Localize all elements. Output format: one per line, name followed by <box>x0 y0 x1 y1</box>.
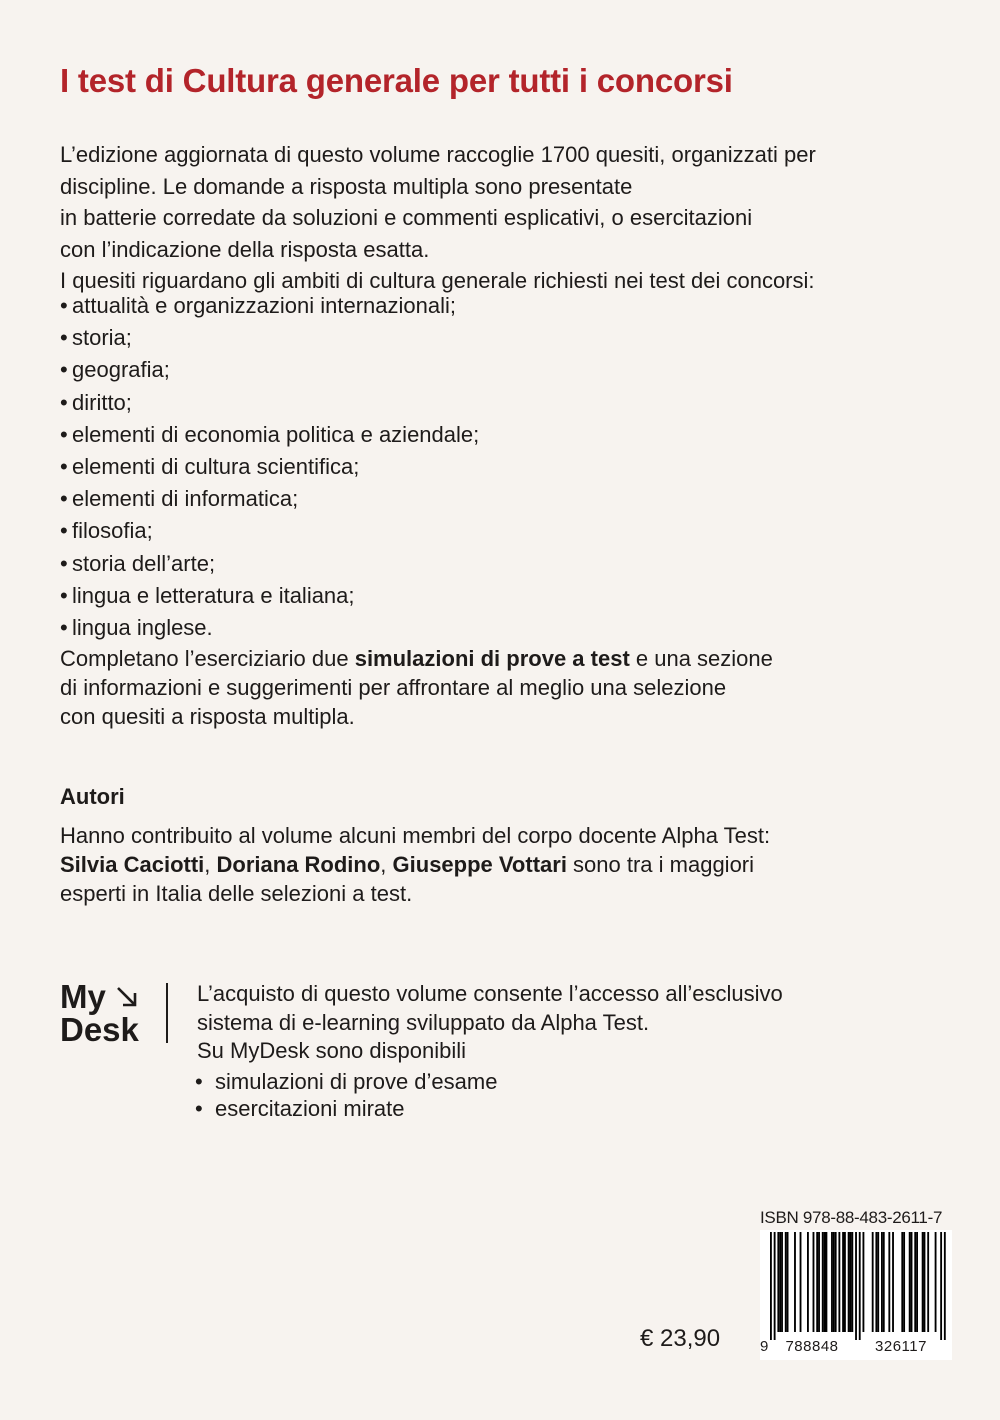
barcode-bar <box>883 1232 885 1332</box>
barcode-left-group: 788848 <box>785 1338 839 1355</box>
list-item: • simulazioni di prove d’esame <box>195 1069 498 1094</box>
mydesk-line: sistema di e-learning sviluppato da Alpha Test. <box>197 1009 650 1035</box>
barcode-bar <box>787 1232 789 1332</box>
intro-line: con l’indicazione della risposta esatta. <box>60 236 430 262</box>
barcode-bar <box>816 1232 818 1332</box>
barcode-bar <box>794 1232 796 1332</box>
list-item: • storia dell’arte; <box>60 548 479 580</box>
mydesk-features-list <box>195 1068 497 1122</box>
barcode-bars <box>760 1230 952 1340</box>
bullet-icon: • <box>195 1069 203 1094</box>
list-item: • elementi di cultura scientifica; <box>60 451 479 483</box>
bullet-icon: • <box>60 421 68 447</box>
authors-heading: Autori <box>60 784 125 809</box>
barcode-bar <box>848 1232 850 1332</box>
bullet-icon: • <box>60 518 68 544</box>
author-name: Silvia Caciotti <box>60 852 205 877</box>
barcode-bar <box>935 1232 937 1332</box>
barcode-bar <box>833 1232 835 1332</box>
barcode-bar <box>850 1232 852 1332</box>
barcode-bar <box>916 1232 918 1332</box>
list-item: • geografia; <box>60 354 479 386</box>
barcode-bar <box>888 1232 890 1332</box>
list-item: • esercitazioni mirate <box>195 1096 405 1121</box>
barcode-bar <box>922 1232 924 1332</box>
barcode-bar <box>940 1232 942 1340</box>
mydesk-divider <box>166 983 168 1043</box>
barcode-bar <box>835 1232 837 1332</box>
barcode-bar <box>770 1232 772 1340</box>
bullet-icon: • <box>195 1096 203 1121</box>
list-item: • diritto; <box>60 387 479 419</box>
bullet-icon: • <box>60 550 68 576</box>
intro-line: in batterie corredate da soluzioni e commenti esplicativi, o esercitazioni <box>60 205 753 231</box>
barcode-bar <box>800 1232 802 1332</box>
barcode <box>760 1230 952 1360</box>
authors-paragraph <box>60 821 770 908</box>
bullet-icon: • <box>60 582 68 608</box>
list-item: • attualità e organizzazioni internazionali; <box>60 290 479 322</box>
barcode-bar <box>774 1232 776 1340</box>
barcode-bar <box>851 1232 853 1332</box>
arrow-down-right-icon <box>114 984 140 1010</box>
barcode-bar <box>944 1232 946 1340</box>
barcode-bar <box>785 1232 787 1332</box>
intro-line: discipline. Le domande a risposta multipla sono presentate <box>60 173 633 199</box>
barcode-bar <box>779 1232 781 1332</box>
barcode-bar <box>777 1232 779 1332</box>
closing-line: con quesiti a risposta multipla. <box>60 704 355 729</box>
author-name: Giuseppe Vottari <box>392 852 567 877</box>
barcode-bar <box>818 1232 820 1332</box>
barcode-bar <box>892 1232 894 1332</box>
barcode-bar <box>813 1232 815 1332</box>
barcode-bar <box>807 1232 809 1332</box>
isbn-label: ISBN 978-88-483-2611-7 <box>760 1208 943 1227</box>
price: € 23,90 <box>640 1325 721 1352</box>
bullet-icon: • <box>60 357 68 383</box>
barcode-bar <box>911 1232 913 1332</box>
barcode-bar <box>903 1232 905 1332</box>
barcode-bar <box>901 1232 903 1332</box>
barcode-bar <box>875 1232 877 1332</box>
bullet-icon: • <box>60 453 68 479</box>
barcode-bar <box>842 1232 844 1332</box>
mydesk-line: Su MyDesk sono disponibili <box>197 1038 467 1063</box>
intro-line: L’edizione aggiornata di questo volume raccoglie 1700 quesiti, organizzati per <box>60 142 816 167</box>
bullet-icon: • <box>60 325 68 351</box>
barcode-bar <box>781 1232 783 1332</box>
authors-line: esperti in Italia delle selezioni a test. <box>60 881 413 906</box>
barcode-bar <box>914 1232 916 1332</box>
barcode-bar <box>872 1232 874 1332</box>
barcode-bar <box>844 1232 846 1332</box>
list-item: • filosofia; <box>60 515 479 547</box>
barcode-digits <box>760 1338 952 1358</box>
barcode-first-digit: 9 <box>760 1338 769 1355</box>
barcode-bar <box>927 1232 929 1332</box>
topics-list <box>60 290 479 644</box>
list-item: • elementi di economia politica e aziendale; <box>60 419 479 451</box>
barcode-bar <box>863 1232 865 1332</box>
barcode-right-group: 326117 <box>875 1338 927 1355</box>
authors-line: Hanno contribuito al volume alcuni membri del corpo docente Alpha Test: <box>60 823 771 848</box>
barcode-bar <box>822 1232 824 1332</box>
barcode-bar <box>877 1232 879 1332</box>
barcode-bar <box>838 1232 840 1332</box>
intro-line: I quesiti riguardano gli ambiti di cultura generale richiesti nei test dei concorsi: <box>60 268 815 294</box>
barcode-bar <box>831 1232 833 1332</box>
mydesk-description <box>197 980 783 1066</box>
authors-line: Silvia Caciotti, Doriana Rodino, Giuseppe Vottari sono tra i maggiori <box>60 852 755 877</box>
closing-paragraph <box>60 644 773 731</box>
page-title: I test di Cultura generale per tutti i concorsi <box>60 62 733 99</box>
list-item: • lingua inglese. <box>60 612 479 644</box>
closing-line: di informazioni e suggerimenti per affrontare al meglio una selezione <box>60 675 727 700</box>
barcode-bar <box>881 1232 883 1332</box>
intro-paragraph <box>60 139 960 297</box>
list-item: • lingua e letteratura e italiana; <box>60 580 479 612</box>
bullet-icon: • <box>60 614 68 640</box>
list-item: • elementi di informatica; <box>60 483 479 515</box>
barcode-bar <box>924 1232 926 1332</box>
barcode-bar <box>824 1232 826 1332</box>
closing-line: Completano l’eserciziario due simulazioni di prove a test e una sezione <box>60 646 773 671</box>
bullet-icon: • <box>60 486 68 512</box>
barcode-bar <box>859 1232 861 1340</box>
mydesk-line: L’acquisto di questo volume consente l’accesso all’esclusivo <box>197 981 783 1006</box>
bullet-icon: • <box>60 293 68 318</box>
barcode-bar <box>909 1232 911 1332</box>
mydesk-logo: My Desk <box>60 978 139 1048</box>
bullet-icon: • <box>60 389 68 415</box>
highlight-text: simulazioni di prove a test <box>354 646 630 671</box>
list-item: • storia; <box>60 322 479 354</box>
barcode-bar <box>826 1232 828 1332</box>
barcode-bar <box>855 1232 857 1340</box>
author-name: Doriana Rodino <box>216 852 381 877</box>
